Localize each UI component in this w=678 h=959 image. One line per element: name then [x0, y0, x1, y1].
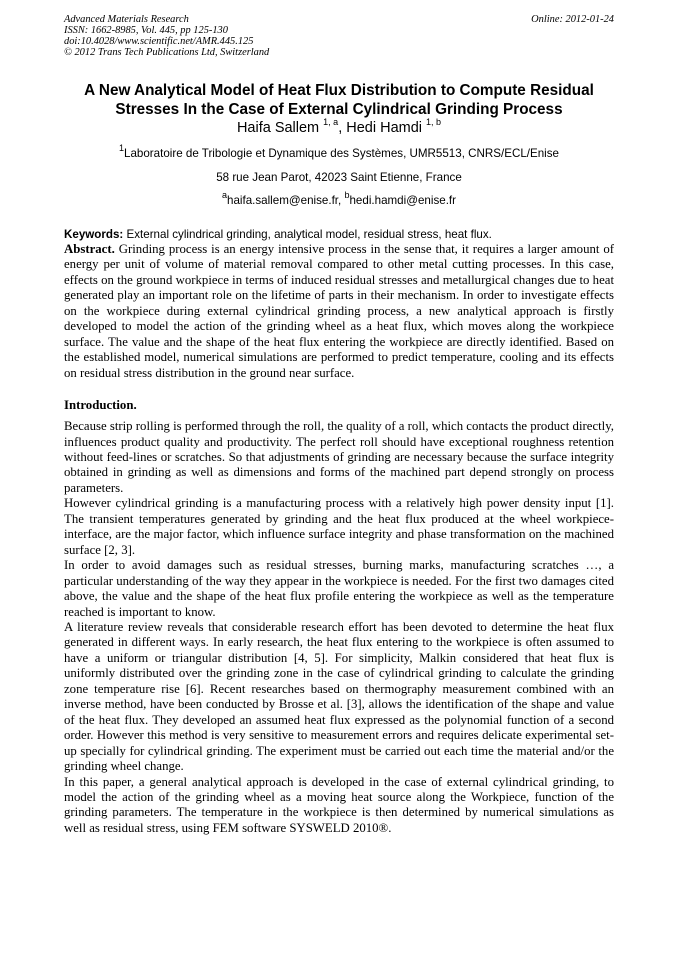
keywords-text: External cylindrical grinding, analytical model, residual stress, heat flux. [123, 228, 492, 241]
journal-name: Advanced Materials Research [64, 14, 189, 25]
keywords [64, 228, 614, 242]
email-b[interactable]: hedi.hamdi@enise.fr [349, 194, 456, 207]
intro-paragraph: However cylindrical grinding is a manufacturing process with a relatively high power density input [1]. The transient temperatures generated by grinding and the heat flux produced at the wheel workpiece-interface, are the major factor, which influence surface integrity and phase transformation on the machined surface [2, 3]. [64, 496, 614, 557]
affil-lab-text: Laboratoire de Tribologie et Dynamique des Systèmes, UMR5513, CNRS/ECL/Enise [124, 147, 559, 160]
abstract-label: Abstract. [64, 242, 115, 256]
introduction-body [64, 419, 614, 836]
author-separator: , [338, 120, 347, 136]
journal-header [64, 14, 614, 58]
email-a[interactable]: haifa.sallem@enise.fr [227, 194, 339, 207]
affil-marker: 1 [119, 143, 125, 154]
doi-line: doi:10.4028/www.scientific.net/AMR.445.125 [64, 36, 254, 47]
email-a-marker: a [221, 190, 227, 201]
copyright-line: © 2012 Trans Tech Publications Ltd, Switzerland [64, 47, 270, 58]
intro-paragraph: Because strip rolling is performed through the roll, the quality of a roll, which contacts the product directly, influences product quality and productivity. The perfect roll should have exceptional roughness retention without feed-lines or scratches. So that adjustments of grinding are necessary because the surface integrity obtained in grinding as well as dimensions and forms of the machined part depend strongly on process parameters. [64, 419, 614, 495]
affiliation-address: 58 rue Jean Parot, 42023 Saint Etienne, France [216, 171, 462, 184]
intro-paragraph: A literature review reveals that considerable research effort has been devoted to determine the heat flux generated in different ways. In early research, the heat flux entering to the workpiece is often assumed to have a uniform or triangular distribution [4, 5]. For simplicity, Malkin considered that heat flux is uniformly distributed over the grinding zone in the case of cylindrical grinding to calculate the grinding zone temperature rise [6]. Recent researches based on thermography measurement combined with an inverse method, have been conducted by Brosse et al. [3], allows the identification of the shape and value of the heat flux. They developed an assumed heat flux expressed as the polynomial function of a second order. However this method is very sensitive to measurement errors and requires delicate experimental set-up specially for cylindrical grinding. The experiment must be carried out each time the material and/or the grinding wheel change. [64, 619, 614, 774]
title-line-1: A New Analytical Model of Heat Flux Distribution to Compute Residual [84, 82, 594, 99]
email-separator: , [338, 194, 345, 207]
author-1-affil: 1, a [323, 117, 339, 128]
online-date: Online: 2012-01-24 [531, 14, 614, 25]
author-list [64, 119, 614, 137]
abstract-text: Grinding process is an energy intensive process in the sense that, it requires a larger amount of energy per unit of volume of material removal compared to other metal cutting processes. In this case, effects on the ground workpiece in terms of induced residual stresses and metallurgical changes due to heat generated play an important role on the lifetime of parts in their mechanism. In order to investigate effects on the workpiece during external cylindrical grinding process, a new analytical approach is firstly developed to model the action of the grinding wheel as a heat flux, which moves along the workpiece surface. The value and the shape of the heat flux entering the workpiece are directly identified. Based on the established model, numerical simulations are performed to predict temperature, cooling and its effects on residual stress distribution in the ground near surface. [64, 242, 614, 380]
author-2-affil: 1, b [426, 117, 442, 128]
affiliation-lab [64, 143, 614, 161]
abstract [64, 242, 614, 381]
author-2: Hedi Hamdi [346, 120, 422, 136]
author-emails [64, 190, 614, 208]
intro-paragraph: In order to avoid damages such as residual stresses, burning marks, manufacturing scratches …, a particular understanding of the way they appear in the workpiece is needed. For the first two damages cited above, the value and the shape of the heat flux profile entering the workpiece as well as the temperature reached is important to know. [64, 558, 614, 619]
introduction-heading: Introduction. [64, 398, 137, 413]
author-1: Haifa Sallem [236, 120, 320, 136]
intro-paragraph: In this paper, a general analytical approach is developed in the case of external cylindrical grinding, to model the action of the grinding wheel as a moving heat source along the Workpiece, function of the grinding parameters. The temperature in the workpiece is then determined by numerical simulations as well as residual stress, using FEM software SYSWELD 2010®. [64, 774, 614, 835]
paper-title [64, 81, 614, 119]
title-line-2: Stresses In the Case of External Cylindrical Grinding Process [115, 101, 563, 118]
email-b-marker: b [344, 190, 350, 201]
keywords-label: Keywords: [64, 228, 124, 241]
issn-line: ISSN: 1662-8985, Vol. 445, pp 125-130 [64, 25, 228, 36]
paper-page [64, 14, 614, 836]
